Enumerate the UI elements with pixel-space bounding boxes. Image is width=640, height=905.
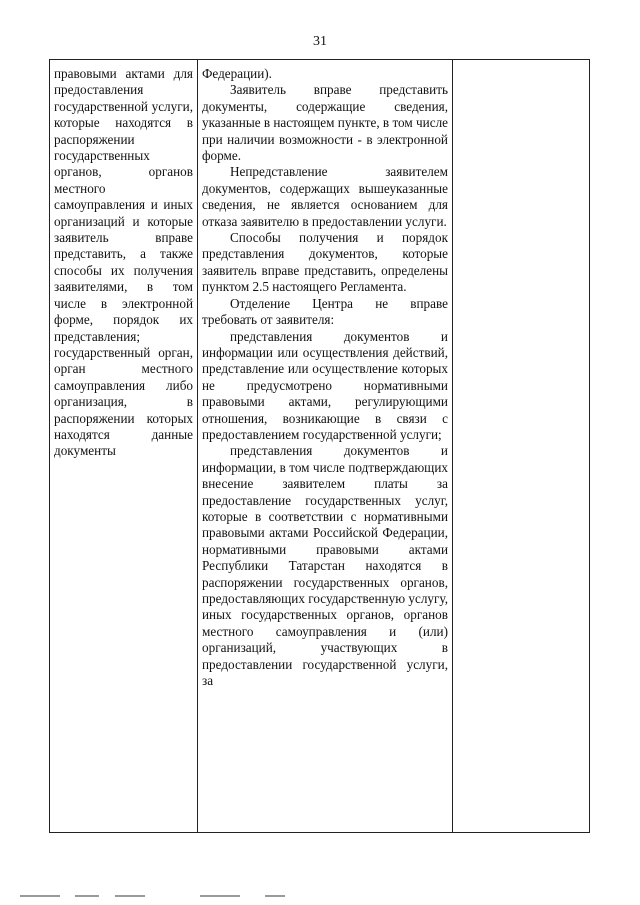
content-paragraph: Способы получения и порядок представления документов, которые заявитель вправе представить, определены пунктом 2.5 настоящего Регламента. — [202, 230, 448, 295]
table-cell-content — [198, 60, 453, 833]
content-paragraph: Заявитель вправе представить документы, содержащие сведения, указанные в настоящем пункте, в том числе при наличии возможности - в электронной форме. — [202, 82, 449, 164]
scan-artifact-marks — [20, 895, 300, 899]
table-cell-subject — [50, 60, 198, 833]
content-paragraph: Федерации). — [202, 66, 272, 81]
content-paragraph: Непредставление заявителем документов, содержащих вышеуказанные сведения, не является основанием для отказа заявителю в предоставлении услуги. — [202, 164, 448, 229]
table-row — [50, 60, 590, 833]
content-paragraph: представления документов и информации или осуществления действий, представление или осуществление которых не предусмотрено нормативными правовыми актами, регулирующими отношения, возникающие в связи с предоставлением государственной услуги; — [202, 328, 448, 442]
regulation-table — [49, 59, 590, 833]
content-paragraph: представления документов и информации, в том числе подтверждающих внесение заявителем платы за предоставление государственных услуг, которые в соответствии с нормативными правовыми актами Российской Федерации, нормативными правовыми актами Республики Татарстан находятся в распоряжении государственных органов, предоставляющих государственную услугу, иных государственных органов, органов местного самоуправления и (или) организаций, участвующих в предоставлении государственной услуги, за — [202, 443, 448, 689]
content-paragraph: Отделение Центра не вправе требовать от заявителя: — [202, 295, 448, 328]
page-number: 31 — [313, 34, 327, 49]
cell-text-subject: правовыми актами для предоставления государственной услуги, которые находятся в распоряжении государственных органов, органов местного самоуправления и иных организаций и которые заявитель вправе представить, а также способы их получения заявителями, в том числе в электронной форме, порядок их представления; государственный орган, орган местного самоуправления либо организация, в распоряжении которых находятся данные документы — [54, 66, 193, 459]
table-cell-notes — [453, 60, 590, 833]
